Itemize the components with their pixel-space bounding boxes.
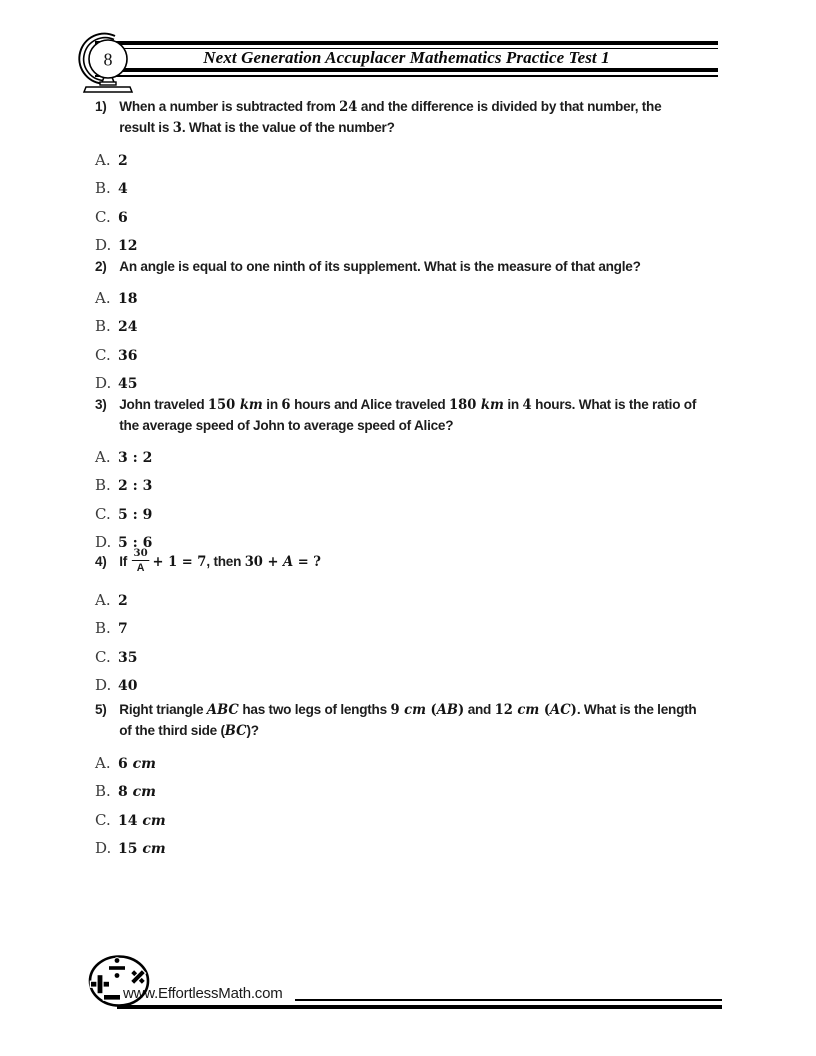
text-segment: 2 : 3 [118, 478, 153, 495]
text-segment: 8 [118, 784, 133, 801]
text-segment: ( [539, 702, 551, 718]
text-segment: 6 [118, 209, 128, 226]
text-segment: hours and Alice traveled [290, 396, 450, 412]
question-number: 5) [95, 701, 107, 717]
text-segment: 12 [494, 702, 518, 718]
text-segment: cm [132, 756, 156, 772]
answer-option [95, 643, 816, 671]
text-segment: in [503, 396, 523, 412]
text-segment: cm [142, 840, 166, 857]
answer-option [95, 777, 816, 805]
text-segment: + 1 = 7 [152, 554, 207, 570]
text-segment: the average speed of John to average speed of Alice? [119, 417, 454, 433]
answer-option [95, 749, 816, 777]
answer-option [95, 443, 816, 471]
effortless-math-logo-icon [86, 948, 156, 1012]
text-segment: BC [224, 723, 247, 739]
text-segment: ABC [206, 702, 239, 718]
option-letter: A. [95, 591, 111, 609]
text-segment: 45 [118, 375, 138, 392]
footer-rule-thin [295, 999, 722, 1001]
option-letter: A. [95, 448, 111, 466]
question-number: 1) [95, 98, 107, 114]
question-block [0, 545, 816, 699]
fraction [132, 548, 150, 574]
text-segment: 2 [118, 153, 128, 169]
text-segment: ( [425, 702, 437, 718]
text-segment: cm [142, 812, 166, 829]
text-segment: A [283, 554, 294, 570]
question-block [0, 256, 816, 397]
question-text-line [95, 394, 794, 415]
text-segment: cm [132, 784, 156, 801]
text-segment: cm [517, 702, 540, 718]
text-segment: AC [550, 702, 571, 718]
text-segment: 3 [172, 120, 182, 136]
option-letter: A. [95, 289, 111, 307]
text-segment: 12 [118, 237, 138, 254]
text-segment: 18 [118, 291, 138, 307]
text-segment: 40 [118, 677, 138, 694]
text-segment: 4 [522, 397, 532, 413]
answer-option [95, 671, 816, 699]
fraction-numerator: 30 [133, 547, 148, 560]
options-list [95, 586, 816, 699]
question-text-line [95, 415, 794, 435]
text-segment: 15 [118, 840, 143, 857]
text-segment: 36 [118, 347, 138, 364]
question-text-line [95, 96, 794, 117]
globe-page-number-icon [74, 30, 140, 100]
text-segment: result is [119, 119, 173, 135]
text-segment: 24 [339, 99, 358, 115]
answer-option [95, 614, 816, 642]
footer-rule-thick [117, 1005, 722, 1010]
text-segment: . What is the value of the number? [181, 119, 395, 135]
text-segment: 2 [118, 593, 128, 609]
text-segment: 9 [390, 702, 405, 718]
text-segment: )? [246, 722, 259, 738]
answer-option [95, 174, 816, 202]
answer-option [95, 203, 816, 231]
text-segment: 24 [118, 319, 138, 336]
options-list [95, 443, 816, 556]
question-block [0, 96, 816, 259]
question-number: 4) [95, 553, 107, 569]
divide-icon [109, 958, 125, 978]
question-block [0, 699, 816, 862]
text-segment: km [239, 397, 263, 413]
text-segment: 35 [118, 649, 138, 666]
page-title: Next Generation Accuplacer Mathematics Practice Test 1 [203, 47, 610, 67]
answer-option [95, 806, 816, 834]
text-segment: 14 [118, 812, 143, 829]
text-segment: in [262, 396, 282, 412]
text-segment: hours. What is the ratio of [531, 396, 697, 412]
text-segment: 6 [281, 397, 291, 413]
text-segment: 3 : 2 [118, 450, 153, 466]
question-text-line [95, 256, 794, 276]
option-letter: D. [95, 532, 112, 551]
text-segment: ) [570, 702, 577, 718]
text-segment: 150 [207, 397, 240, 413]
text-segment: John traveled [119, 396, 208, 412]
options-list [95, 749, 816, 862]
answer-option [95, 586, 816, 614]
option-letter: B. [95, 476, 111, 495]
text-segment: cm [404, 702, 426, 718]
text-segment: has two legs of lengths [238, 701, 391, 717]
text-segment: 180 [449, 397, 481, 413]
text-segment: 30 + [244, 554, 284, 570]
question-text-line [95, 545, 794, 578]
option-letter: C. [95, 647, 111, 666]
option-letter: C. [95, 345, 111, 364]
question-number: 3) [95, 396, 107, 412]
answer-option [95, 834, 816, 862]
question-text-line [95, 699, 794, 720]
text-segment: 7 [118, 621, 128, 638]
text-segment: When a number is subtracted from [119, 98, 340, 114]
answer-option [95, 146, 816, 174]
options-list [95, 146, 816, 259]
answer-option [95, 471, 816, 499]
text-segment: An angle is equal to one ninth of its supplement. What is the measure of that angle? [119, 258, 641, 274]
question-block [0, 394, 816, 556]
multiply-icon [131, 970, 144, 983]
option-letter: C. [95, 810, 111, 829]
option-letter: B. [95, 619, 111, 638]
option-letter: D. [95, 675, 112, 694]
option-letter: D. [95, 838, 112, 857]
option-letter: B. [95, 179, 111, 198]
footer-website-link[interactable]: www.EffortlessMath.com [123, 985, 283, 1002]
answer-option [95, 341, 816, 369]
text-segment: AB [436, 702, 458, 718]
option-letter: B. [95, 782, 111, 801]
question-number: 2) [95, 258, 107, 274]
option-letter: D. [95, 373, 112, 392]
question-text-line [95, 117, 794, 138]
option-letter: A. [95, 151, 111, 169]
plus-icon [91, 975, 109, 993]
text-segment: and the difference is divided by that number, the [357, 98, 662, 114]
option-letter: C. [95, 504, 111, 523]
text-segment: Right triangle [119, 701, 207, 717]
text-segment: 5 : 6 [118, 534, 153, 551]
text-segment: 5 : 9 [118, 506, 153, 523]
text-segment: ) [457, 702, 465, 718]
answer-option [95, 312, 816, 340]
option-letter: D. [95, 235, 112, 254]
answer-option [95, 284, 816, 312]
answer-option [95, 231, 816, 259]
option-letter: B. [95, 317, 111, 336]
text-segment: . What is the length [576, 701, 697, 717]
text-segment: 6 [118, 756, 133, 772]
answer-option [95, 369, 816, 397]
question-text-line [95, 720, 794, 741]
fraction-denominator: A [136, 562, 145, 575]
text-segment: km [480, 397, 504, 413]
text-segment: , then [206, 553, 245, 569]
option-letter: A. [95, 754, 111, 772]
minus-icon [104, 995, 120, 1000]
answer-option [95, 500, 816, 528]
text-segment: If [119, 553, 131, 569]
text-segment: 4 [118, 181, 128, 198]
text-segment: = ? [293, 554, 321, 570]
text-segment: of the third side ( [119, 722, 225, 738]
option-letter: C. [95, 207, 111, 226]
page-number: 8 [103, 49, 113, 70]
text-segment: and [464, 701, 495, 717]
options-list [95, 284, 816, 397]
